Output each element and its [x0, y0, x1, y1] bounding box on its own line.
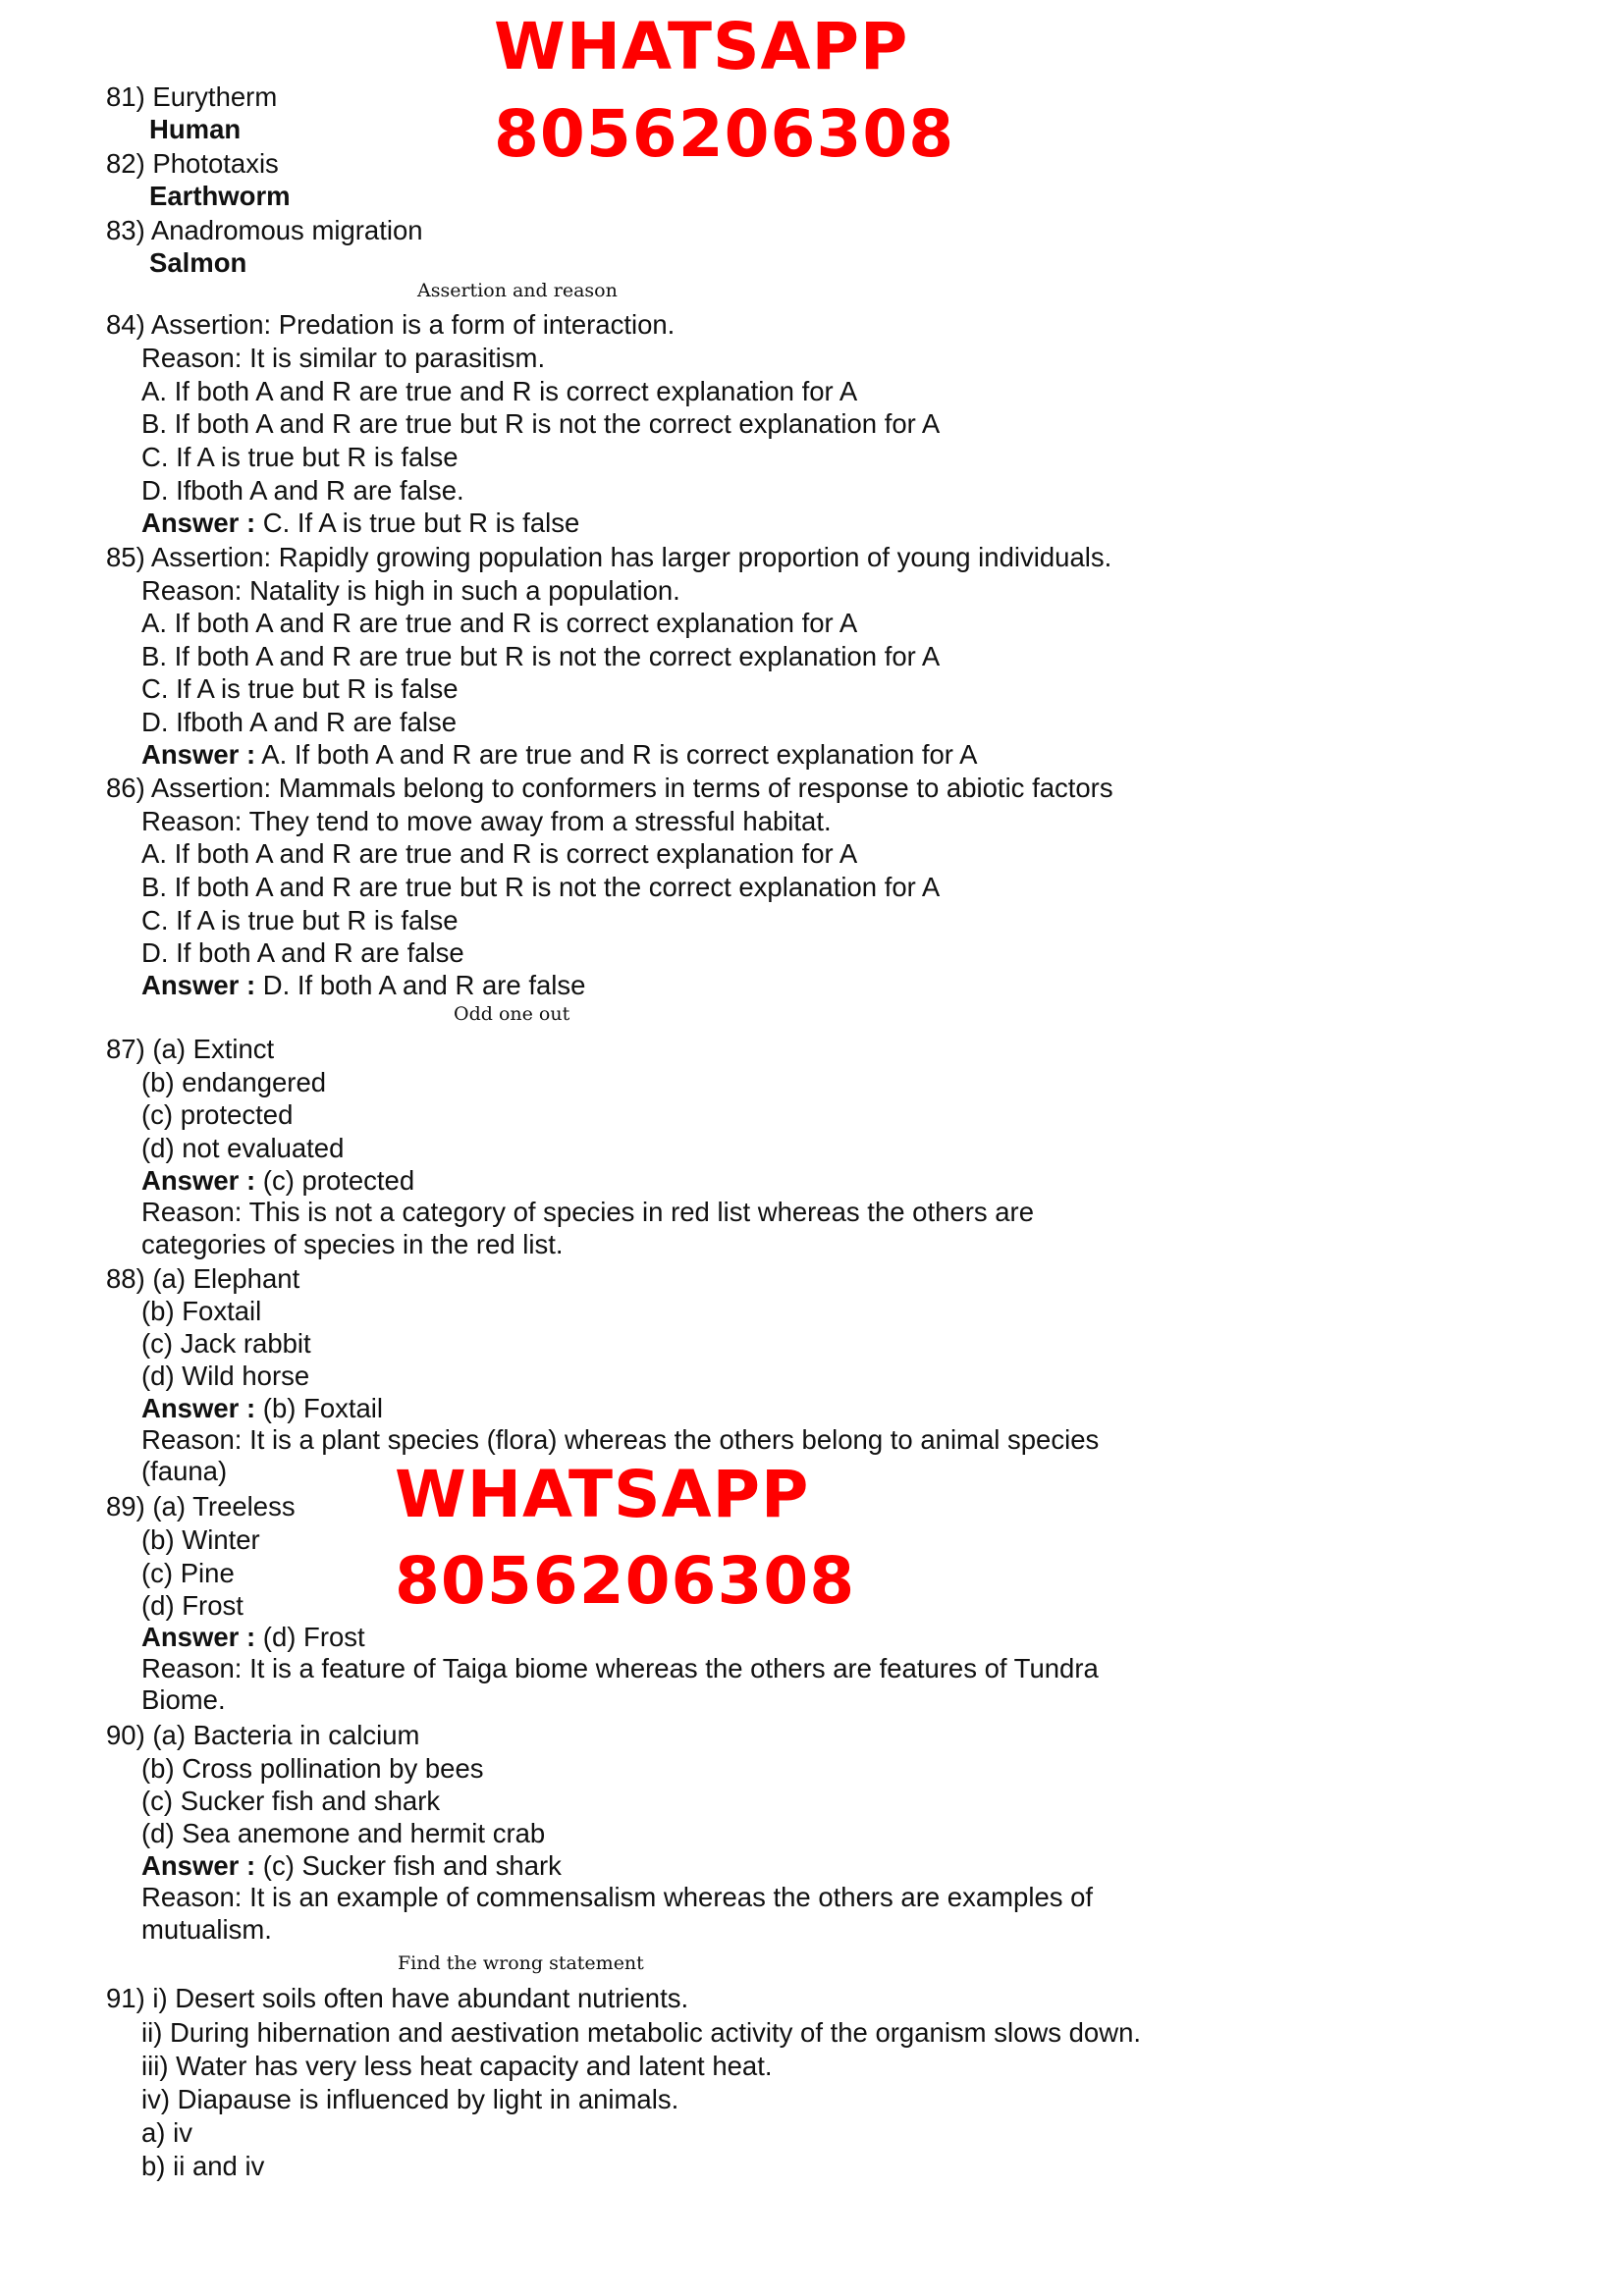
option-d: D. Ifboth A and R are false — [141, 707, 458, 737]
answer-line — [141, 1849, 562, 1882]
question-83-answer: Salmon — [149, 247, 247, 278]
option-c: C. If A is true but R is false — [141, 673, 459, 704]
option-b: (b) Cross pollination by bees — [141, 1753, 484, 1784]
section-heading-wrong-statement: Find the wrong statement — [398, 1952, 644, 1974]
question-term: Phototaxis — [152, 148, 279, 179]
question-line — [106, 1490, 296, 1522]
option-d: (d) not evaluated — [141, 1133, 345, 1163]
answer-text: (c) protected — [262, 1165, 415, 1196]
question-81-answer: Human — [149, 114, 242, 144]
answer-line — [141, 507, 579, 539]
whatsapp-watermark-top-label: WHATSAPP — [494, 9, 909, 84]
question-line — [106, 541, 1111, 573]
question-number: 82) — [106, 148, 145, 179]
question-line — [106, 308, 675, 341]
question-number: 83) — [106, 215, 145, 245]
answer-text: (c) Sucker fish and shark — [262, 1850, 562, 1881]
question-line — [106, 1982, 688, 2014]
question-line — [106, 1262, 299, 1295]
option-b: (b) endangered — [141, 1067, 327, 1097]
option-d: (d) Frost — [141, 1590, 243, 1621]
whatsapp-watermark-top-number: 8056206308 — [494, 96, 955, 172]
question-number: 81) — [106, 81, 145, 112]
answer-text: (d) Frost — [262, 1622, 365, 1652]
assertion-text: Assertion: Mammals belong to conformers in terms of response to abiotic factors — [150, 773, 1113, 803]
option-a: a) iv — [141, 2117, 192, 2148]
question-82 — [106, 147, 279, 180]
option-a: A. If both A and R are true and R is correct explanation for A — [141, 838, 858, 869]
option-a: (a) Extinct — [152, 1034, 275, 1064]
section-heading-odd-one-out: Odd one out — [454, 1003, 570, 1025]
option-a: A. If both A and R are true and R is correct explanation for A — [141, 376, 858, 406]
whatsapp-watermark-middle-number: 8056206308 — [395, 1543, 856, 1619]
section-heading-assertion-reason: Assertion and reason — [417, 280, 618, 301]
question-number: 87) — [106, 1034, 145, 1064]
answer-line — [141, 1621, 365, 1653]
option-c: (c) Jack rabbit — [141, 1328, 311, 1359]
option-a: (a) Elephant — [152, 1263, 300, 1294]
option-b: b) ii and iv — [141, 2151, 265, 2181]
whatsapp-watermark-middle-label: WHATSAPP — [395, 1457, 810, 1532]
option-b: B. If both A and R are true but R is not the correct explanation for A — [141, 408, 941, 439]
option-a: A. If both A and R are true and R is correct explanation for A — [141, 608, 858, 638]
question-82-answer: Earthworm — [149, 181, 291, 211]
reason-line-1: Reason: It is a plant species (flora) whereas the others belong to animal species — [141, 1424, 1100, 1455]
statement-ii: ii) During hibernation and aestivation metabolic activity of the organism slows down. — [141, 2017, 1142, 2048]
reason-line-1: Reason: It is a feature of Taiga biome whereas the others are features of Tundra — [141, 1653, 1099, 1683]
answer-text: D. If both A and R are false — [262, 970, 586, 1000]
assertion-text: Assertion: Predation is a form of interaction. — [150, 309, 676, 340]
question-83 — [106, 214, 423, 246]
option-c: (c) Pine — [141, 1558, 235, 1588]
answer-line — [141, 1392, 383, 1424]
answer-label: Answer : — [141, 1622, 256, 1652]
question-number: 89) — [106, 1491, 145, 1522]
answer-text: (b) Foxtail — [262, 1393, 384, 1423]
option-d: D. If both A and R are false — [141, 937, 464, 968]
option-a: (a) Treeless — [152, 1491, 296, 1522]
option-c: (c) protected — [141, 1099, 294, 1130]
reason-line-1: Reason: This is not a category of species in red list whereas the others are — [141, 1197, 1034, 1227]
reason-line-2: Biome. — [141, 1684, 226, 1715]
assertion-text: Assertion: Rapidly growing population has larger proportion of young individuals. — [150, 542, 1112, 572]
question-number: 88) — [106, 1263, 145, 1294]
option-c: C. If A is true but R is false — [141, 905, 459, 935]
question-number: 85) — [106, 542, 145, 572]
reason-line-2: categories of species in the red list. — [141, 1229, 564, 1259]
answer-line — [141, 969, 585, 1001]
answer-text: A. If both A and R are true and R is correct explanation for A — [261, 739, 978, 770]
answer-label: Answer : — [141, 1165, 256, 1196]
answer-label: Answer : — [141, 739, 256, 770]
statement-i: i) Desert soils often have abundant nutrients. — [152, 1983, 689, 2013]
question-number: 84) — [106, 309, 145, 340]
option-a: (a) Bacteria in calcium — [152, 1720, 420, 1750]
question-81 — [106, 80, 277, 113]
option-c: (c) Sucker fish and shark — [141, 1786, 441, 1816]
question-line — [106, 772, 1113, 804]
reason-text: Reason: They tend to move away from a stressful habitat. — [141, 806, 832, 836]
reason-text: Reason: Natality is high in such a population. — [141, 575, 680, 606]
answer-label: Answer : — [141, 1393, 256, 1423]
reason-text: Reason: It is similar to parasitism. — [141, 343, 546, 373]
question-term: Anadromous migration — [150, 215, 423, 245]
option-b: B. If both A and R are true but R is not the correct explanation for A — [141, 641, 941, 671]
answer-text: C. If A is true but R is false — [262, 507, 580, 538]
question-line — [106, 1033, 274, 1065]
answer-line — [141, 1164, 414, 1197]
question-number: 90) — [106, 1720, 145, 1750]
option-d: (d) Sea anemone and hermit crab — [141, 1818, 546, 1848]
reason-line-1: Reason: It is an example of commensalism whereas the others are examples of — [141, 1882, 1094, 1912]
question-term: Eurytherm — [152, 81, 278, 112]
option-b: (b) Foxtail — [141, 1296, 262, 1326]
question-number: 86) — [106, 773, 145, 803]
answer-label: Answer : — [141, 507, 256, 538]
statement-iv: iv) Diapause is influenced by light in animals. — [141, 2084, 679, 2114]
option-c: C. If A is true but R is false — [141, 442, 459, 472]
answer-line — [141, 738, 977, 771]
option-d: D. Ifboth A and R are false. — [141, 475, 464, 506]
option-b: (b) Winter — [141, 1524, 260, 1555]
answer-label: Answer : — [141, 970, 256, 1000]
question-line — [106, 1719, 419, 1751]
question-number: 91) — [106, 1983, 145, 2013]
statement-iii: iii) Water has very less heat capacity and latent heat. — [141, 2051, 773, 2081]
reason-line-2: mutualism. — [141, 1914, 272, 1945]
answer-label: Answer : — [141, 1850, 256, 1881]
option-b: B. If both A and R are true but R is not the correct explanation for A — [141, 872, 941, 902]
option-d: (d) Wild horse — [141, 1361, 310, 1391]
reason-line-2: (fauna) — [141, 1456, 228, 1486]
